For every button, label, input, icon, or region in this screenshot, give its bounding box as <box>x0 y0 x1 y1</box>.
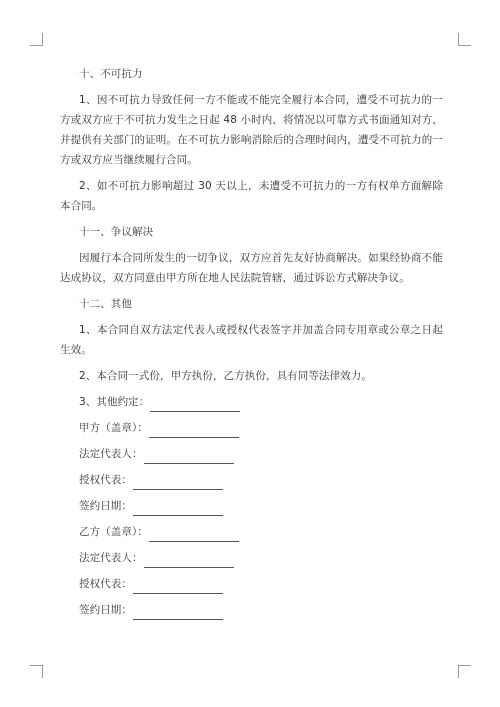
party-a-label: 甲方（盖章）： <box>79 422 148 434</box>
section-heading-dispute: 十一、争议解决 <box>79 226 154 238</box>
party-b-rep-field <box>60 548 443 568</box>
party-b-agent-field <box>60 574 443 594</box>
party-b-rep-label: 法定代表人： <box>79 552 143 564</box>
section-heading-force-majeure: 十、不可抗力 <box>79 68 143 80</box>
party-a-seal-field <box>60 418 443 438</box>
party-b-rep-blank[interactable] <box>144 554 234 568</box>
party-b-blank[interactable] <box>149 528 239 542</box>
party-b-date-label: 签约日期： <box>79 604 132 616</box>
party-a-date-blank[interactable] <box>133 502 223 516</box>
party-a-rep-label: 法定代表人： <box>79 448 143 460</box>
section-heading-other: 十二、其他 <box>79 298 132 310</box>
party-a-date-label: 签约日期： <box>79 500 132 512</box>
party-a-agent-blank[interactable] <box>133 476 223 490</box>
party-b-date-field <box>60 600 443 620</box>
crop-mark-bottom-left <box>30 665 43 678</box>
paragraph-other-2: 2、本合同一式份，甲方执份，乙方执份，具有同等法律效力。 <box>79 370 372 382</box>
crop-mark-top-left <box>30 33 43 46</box>
other-agreement-label: 3、其他约定： <box>79 396 150 408</box>
party-a-date-field <box>60 496 443 516</box>
paragraph-dispute: 因履行本合同所发生的一切争议，双方应首先友好协商解决。如果经协商不能达成协议，双方同意由甲方所在地人民法院管辖，通过诉讼方式解决争议。 <box>60 252 443 284</box>
party-a-blank[interactable] <box>149 424 239 438</box>
party-b-agent-blank[interactable] <box>133 580 223 594</box>
paragraph-force-majeure-2: 2、如不可抗力影响超过 30 天以上，未遭受不可抗力的一方有权单方面解除本合同。 <box>60 180 443 212</box>
paragraph-other-1: 1、本合同自双方法定代表人或授权代表签字并加盖合同专用章或公章之日起生效。 <box>60 324 443 356</box>
party-b-seal-field <box>60 522 443 542</box>
party-b-label: 乙方（盖章）： <box>79 526 148 538</box>
crop-mark-top-right <box>458 33 471 46</box>
other-agreement-blank[interactable] <box>150 398 240 412</box>
other-agreement-field <box>60 392 443 412</box>
party-a-agent-field <box>60 470 443 490</box>
party-a-rep-field <box>60 444 443 464</box>
paragraph-force-majeure-1: 1、因不可抗力导致任何一方不能或不能完全履行本合同，遭受不可抗力的一方或双方应于不可抗力发生之日起 48 小时内，将情况以可靠方式书面通知对方，并提供有关部门的证明。在不可抗力影响消除后的合理时间内，遭受不可抗力的一方或双方应当继续履行合同。 <box>60 94 443 166</box>
party-b-date-blank[interactable] <box>133 606 223 620</box>
crop-mark-bottom-right <box>458 665 471 678</box>
party-a-agent-label: 授权代表： <box>79 474 132 486</box>
party-a-rep-blank[interactable] <box>144 450 234 464</box>
party-b-agent-label: 授权代表： <box>79 578 132 590</box>
document-body <box>60 64 443 626</box>
